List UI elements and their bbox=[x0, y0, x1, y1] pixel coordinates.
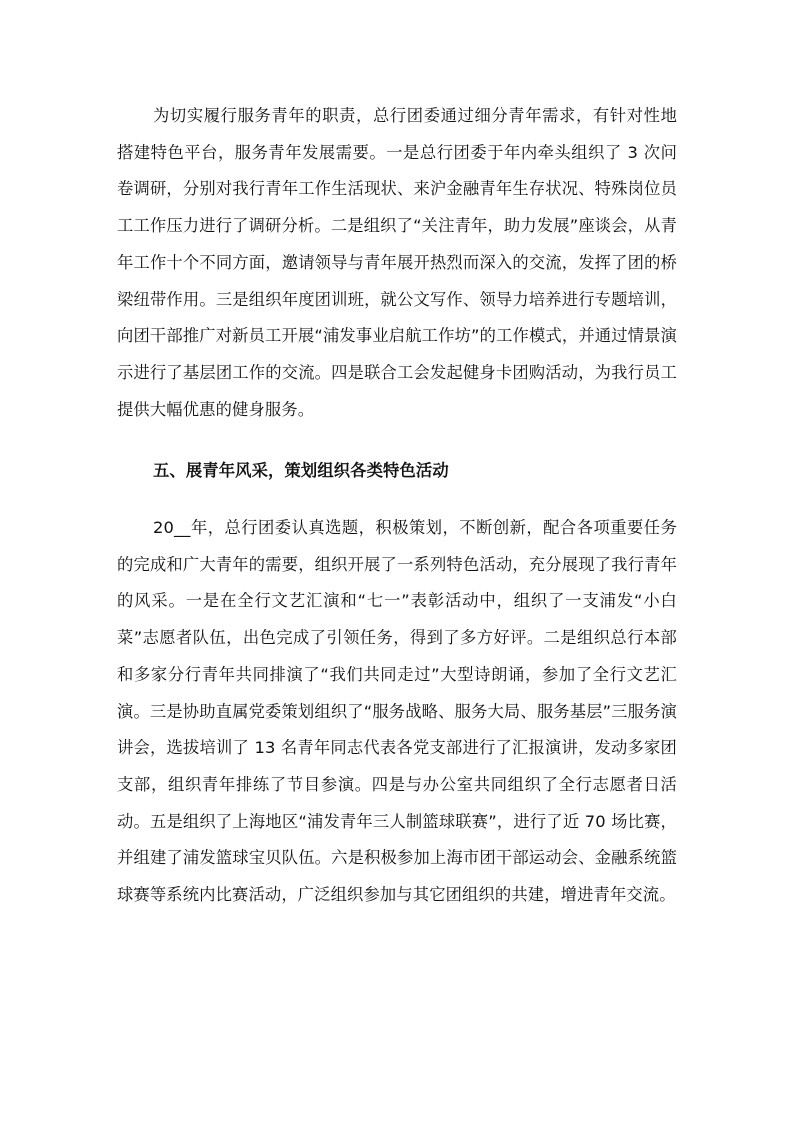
section-4-paragraph: 为切实履行服务青年的职责，总行团委通过细分青年需求，有针对性地搭建特色平台，服务青年发展需要。一是总行团委于年内牵头组织了 3 次问卷调研，分别对我行青年工作生活现状、来沪金融青年生存状况、特殊岗位员工工作压力进行了调研分析。二是组织了“关注青年，助力发展”座谈会，从青年工作十个不同方面，邀请领导与青年展开热烈而深入的交流，发挥了团的桥梁纽带作用。三是组织年度团训班，就公文写作、领导力培养进行专题培训，向团干部推广对新员工开展“浦发事业启航工作坊”的工作模式，并通过情景演示进行了基层团工作的交流。四是联合工会发起健身卡团购活动，为我行员工提供大幅优惠的健身服务。 bbox=[117, 106, 677, 419]
document-page bbox=[117, 98, 677, 914]
section-5-paragraph: 20__年，总行团委认真选题，积极策划，不断创新，配合各项重要任务的完成和广大青年的需要，组织开展了一系列特色活动，充分展现了我行青年的风采。一是在全行文艺汇演和“七一”表彰活动中，组织了一支浦发“小白菜”志愿者队伍，出色完成了引领任务，得到了多方好评。二是组织总行本部和多家分行青年共同排演了“我们共同走过”大型诗朗诵，参加了全行文艺汇演。三是协助直属党委策划组织了“服务战略、服务大局、服务基层”三服务演讲会，选拔培训了 13 名青年同志代表各党支部进行了汇报演讲，发动多家团支部，组织青年排练了节目参演。四是与办公室共同组织了全行志愿者日活动。五是组织了上海地区“浦发青年三人制篮球联赛”，进行了近 70 场比赛，并组建了浦发篮球宝贝队伍。六是积极参加上海市团干部运动会、金融系统篮球赛等系统内比赛活动，广泛组织参加与其它团组织的共建，增进青年交流。 bbox=[117, 518, 677, 905]
section-5-heading: 五、展青年风采，策划组织各类特色活动 bbox=[153, 461, 449, 481]
